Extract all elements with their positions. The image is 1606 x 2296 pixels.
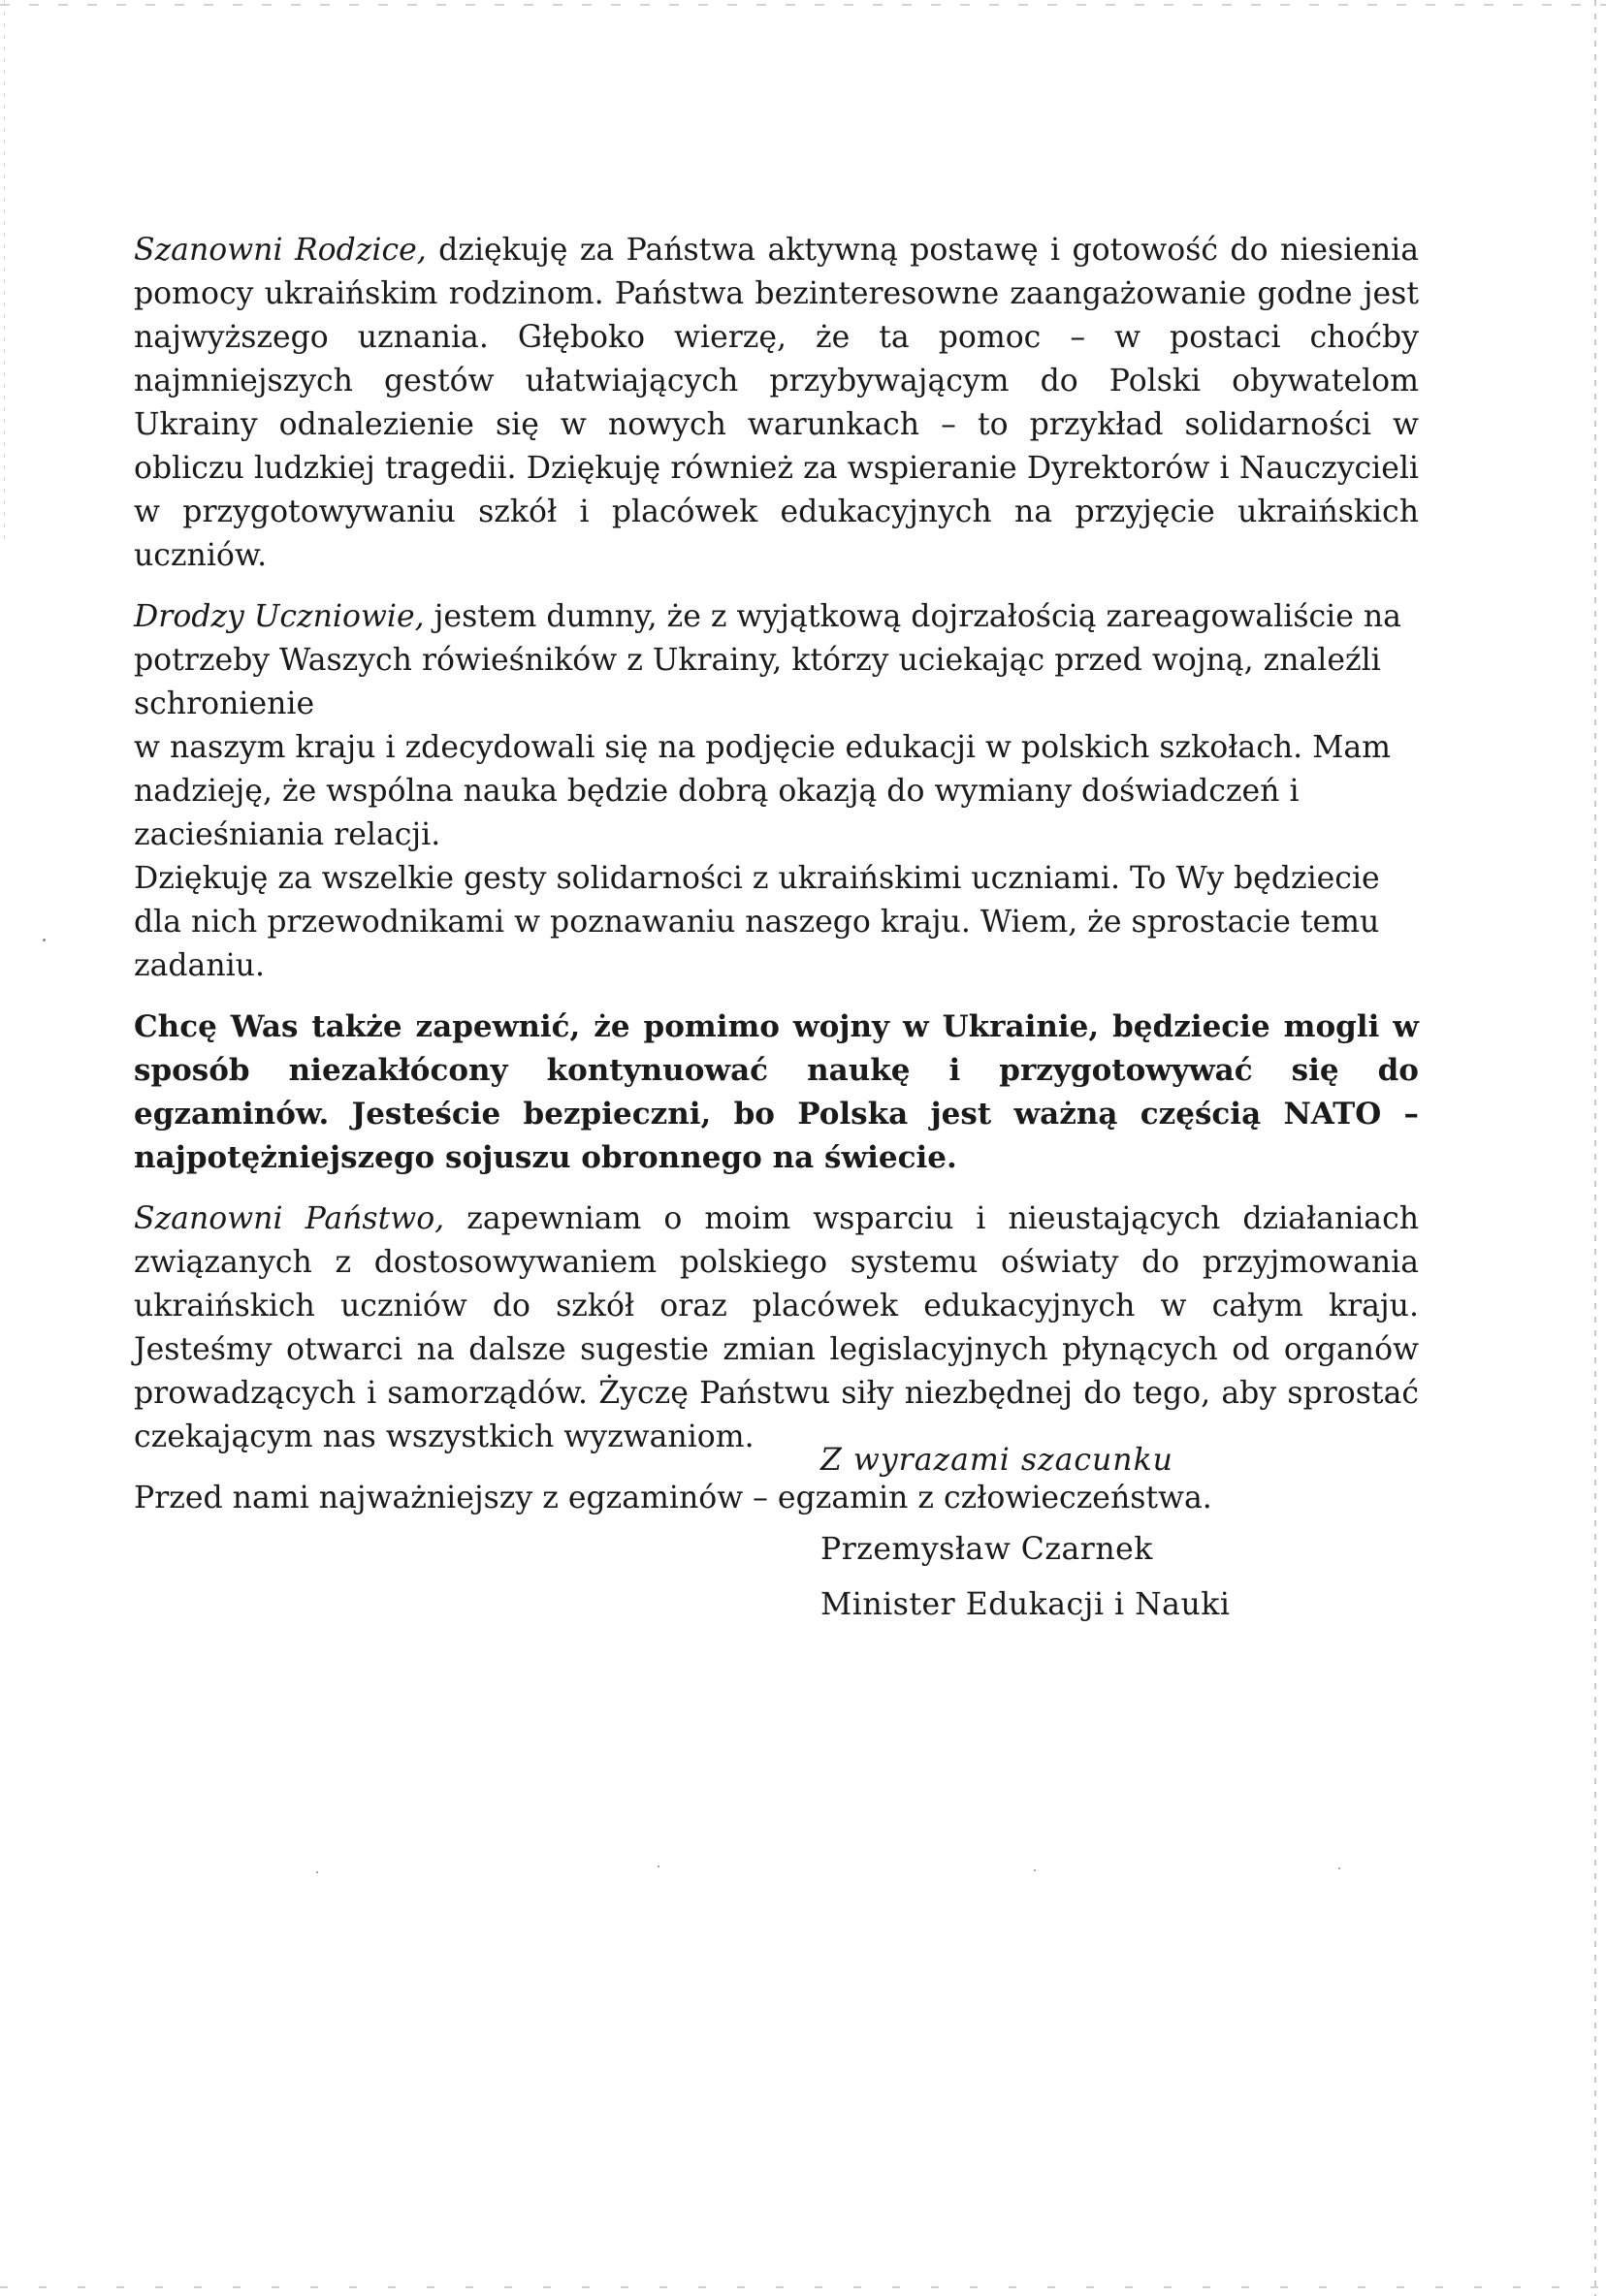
paragraph-thanks — [134, 857, 1419, 988]
closing-regards: Z wyrazami szacunku — [820, 1443, 1173, 1478]
paragraph-final: Przed nami najważniejszy z egzaminów – egzamin z człowieczeństwa. — [134, 1481, 1212, 1515]
letter-closing — [820, 1439, 1230, 1627]
paragraph-students-text-a: jestem dumny, że z wyjątkową dojrzałością zareagowaliście na potrzeby Waszych rówieśników z Ukrainy, którzy uciekając przed wojną, znaleźli schronienie — [134, 599, 1401, 721]
signatory-name: Przemysław Czarnek — [820, 1532, 1153, 1567]
letter-body — [134, 229, 1419, 1538]
scan-speck — [658, 1866, 659, 1867]
salutation-ladies-gentlemen: Szanowni Państwo, — [134, 1201, 445, 1236]
paragraph-ladies-gentlemen-text: zapewniam o moim wsparciu i nieustających działaniach związanych z dostosowywaniem polskiego systemu oświaty do przyjmowania ukraińskich uczniów do szkół oraz placówek edukacyjnych w całym kraju. Jesteśmy otwarci na dalsze sugestie zmian legislacyjnych płynących od organów prowadzących i samorządów. Życzę Państwu siły niezbędnej do tego, aby sprostać czekającym nas wszystkich wyzwaniom. — [134, 1201, 1420, 1454]
paragraph-students-continued — [134, 726, 1419, 857]
scan-speck — [1034, 1869, 1036, 1871]
signatory-title: Minister Edukacji i Nauki — [820, 1587, 1231, 1622]
scan-edge-bottom — [0, 2286, 1606, 2288]
salutation-parents: Szanowni Rodzice, — [134, 233, 427, 268]
paragraph-ladies-gentlemen — [134, 1197, 1419, 1459]
paragraph-parents — [134, 229, 1419, 578]
salutation-students: Drodzy Uczniowie, — [134, 599, 425, 634]
paragraph-parents-text: dziękuję za Państwa aktywną postawę i gotowość do niesienia pomocy ukraińskim rodzinom. Państwa bezinteresowne zaangażowanie godne jest najwyższego uznania. Głęboko wierzę, że ta pomoc – w postaci choćby najmniejszych gestów ułatwiających przybywającym do Polski obywatelom Ukrainy odnalezienie się w nowych warunkach – to przykład solidarności w obliczu ludzkiej tragedii. Dziękuję również za wspieranie Dyrektorów i Nauczycieli w przygotowywaniu szkół i placówek edukacyjnych na przyjęcie ukraińskich uczniów. — [134, 233, 1419, 573]
scan-edge-left — [4, 0, 5, 543]
scan-edge-top — [0, 4, 1606, 6]
paragraph-reassurance-bold: Chcę Was także zapewnić, że pomimo wojny w Ukrainie, będziecie mogli w sposób niezakłócony kontynuować naukę i przygotowywać się do egzaminów. Jesteście bezpieczni, bo Polska jest ważną częścią NATO – najpotężniejszego sojuszu obronnego na świecie. — [134, 1009, 1419, 1175]
scan-speck — [316, 1871, 318, 1873]
scan-speck — [1338, 1867, 1340, 1869]
paragraph-students-text-b: w naszym kraju i zdecydowali się na podjęcie edukacji w polskich szkołach. Mam nadzieję, że wspólna nauka będzie dobrą okazją do wymiany doświadczeń i zacieśniania relacji. — [134, 730, 1392, 852]
scan-edge-right — [1594, 0, 1596, 2296]
paragraph-students — [134, 595, 1419, 726]
paragraph-thanks-text: Dziękuję za wszelkie gesty solidarności z ukraińskimi uczniami. To Wy będziecie dla nich przewodnikami w poznawaniu naszego kraju. Wiem, że sprostacie temu zadaniu. — [134, 861, 1380, 983]
scan-speck — [43, 939, 46, 941]
